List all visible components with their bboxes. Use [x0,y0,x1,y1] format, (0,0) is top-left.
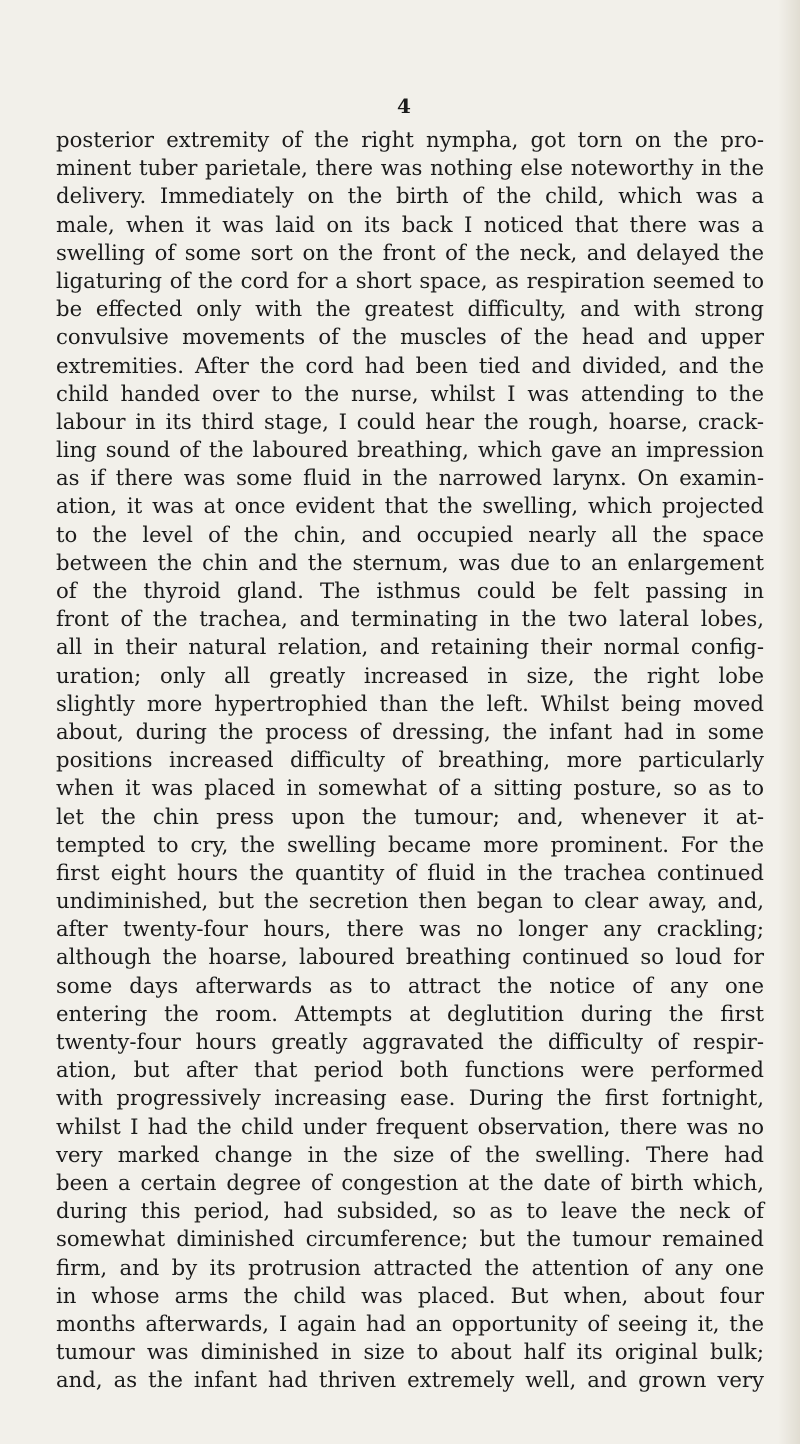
text-line: labour in its third stage, I could hear the rough, hoarse, crack- [56,408,764,434]
text-line: front of the trachea, and terminating in the two lateral lobes, [56,606,764,632]
text-line: all in their natural relation, and retaining their normal config- [56,634,764,660]
text-line: ligaturing of the cord for a short space, as respiration seemed to [56,267,764,293]
text-line: when it was placed in somewhat of a sitting posture, so as to [56,775,764,801]
text-line: after twenty-four hours, there was no longer any crackling; [56,916,764,942]
text-line: posterior extremity of the right nympha, got torn on the pro- [56,127,764,152]
text-line: although the hoarse, laboured breathing continued so loud for [56,944,764,970]
text-line: child handed over to the nurse, whilst I was attending to the [56,380,764,406]
text-line: tempted to cry, the swelling became more prominent. For the [56,831,764,857]
text-line: convulsive movements of the muscles of the head and upper [56,324,764,350]
body-text [56,126,764,1394]
text-line: somewhat diminished circumference; but the tumour remained [56,1226,764,1252]
page-edge-shadow [778,0,800,1444]
text-line: as if there was some fluid in the narrowed larynx. On examin- [56,465,764,491]
text-line: first eight hours the quantity of fluid in the trachea continued [56,859,764,885]
text-line: tumour was diminished in size to about half its original bulk; [56,1339,764,1365]
text-line: between the chin and the sternum, was due to an enlargement [56,549,764,575]
text-line: ation, but after that period both functions were performed [56,1057,764,1083]
page-number: 4 [397,94,411,118]
text-line: swelling of some sort on the front of the neck, and delayed the [56,239,764,265]
text-line: of the thyroid gland. The isthmus could be felt passing in [56,578,764,603]
text-line: been a certain degree of congestion at the date of birth which, [56,1169,764,1195]
text-line: whilst I had the child under frequent observation, there was no [56,1113,764,1139]
text-line: about, during the process of dressing, the infant had in some [56,718,764,744]
text-line: very marked change in the size of the swelling. There had [56,1141,764,1167]
text-line: be effected only with the greatest difficulty, and with strong [56,296,764,322]
text-line: to the level of the chin, and occupied nearly all the space [56,521,764,547]
text-line: entering the room. Attempts at deglutition during the first [56,1000,764,1026]
text-line: extremities. After the cord had been tied and divided, and the [56,352,764,378]
text-line: in whose arms the child was placed. But when, about four [56,1282,764,1308]
text-line: some days afterwards as to attract the notice of any one [56,972,764,998]
text-line: with progressively increasing ease. During the first fortnight, [56,1085,764,1111]
text-line: during this period, had subsided, so as to leave the neck of [56,1198,764,1224]
text-line: positions increased difficulty of breathing, more particularly [56,747,764,773]
text-line: twenty-four hours greatly aggravated the difficulty of respir- [56,1029,764,1054]
text-line: let the chin press upon the tumour; and, whenever it at- [56,803,764,829]
text-line: firm, and by its protrusion attracted the attention of any one [56,1254,764,1280]
text-line: undiminished, but the secretion then began to clear away, and, [56,888,764,914]
text-line: ation, it was at once evident that the swelling, which projected [56,493,764,519]
text-line: slightly more hypertrophied than the left. Whilst being moved [56,690,764,716]
text-line: months afterwards, I again had an opportunity of seeing it, the [56,1310,764,1336]
text-line: minent tuber parietale, there was nothing else noteworthy in the [56,155,764,181]
text-line: and, as the infant had thriven extremely well, and grown very [56,1367,764,1393]
text-line: delivery. Immediately on the birth of the child, which was a [56,183,764,209]
text-line: male, when it was laid on its back I noticed that there was a [56,211,764,237]
text-line: ling sound of the laboured breathing, which gave an impression [56,437,764,463]
text-line: uration; only all greatly increased in size, the right lobe [56,662,764,688]
